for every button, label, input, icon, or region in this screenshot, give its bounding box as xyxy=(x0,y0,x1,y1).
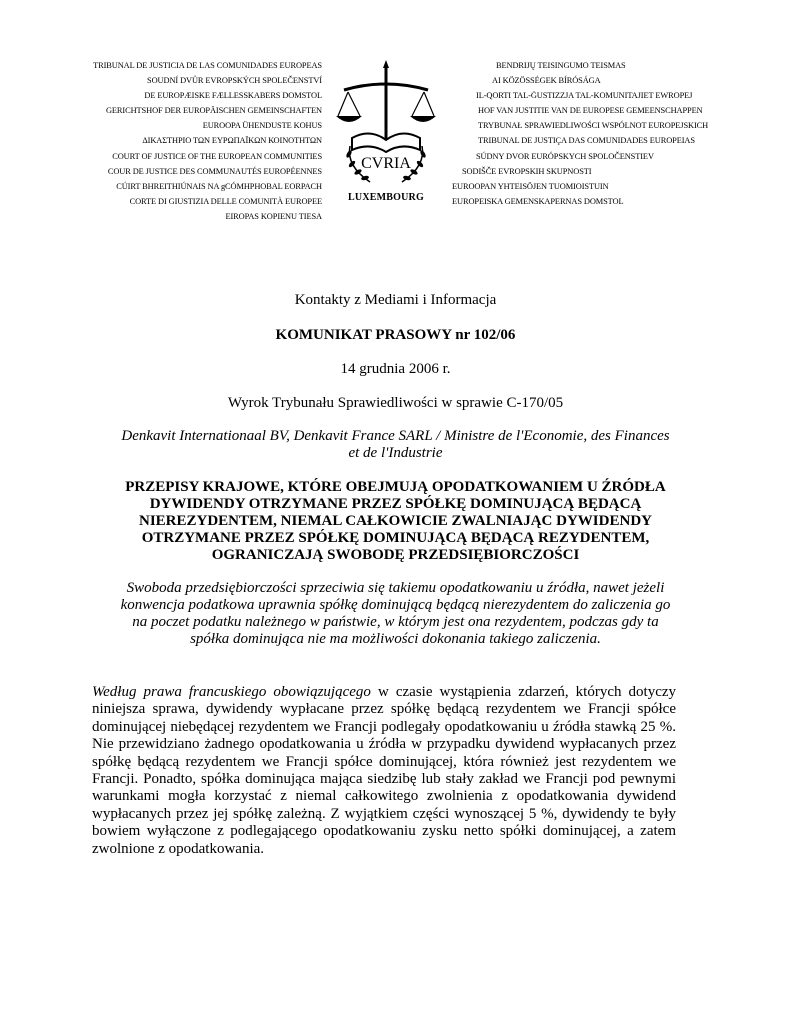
press-release-title: KOMUNIKAT PRASOWY nr 102/06 xyxy=(275,327,516,343)
press-release-date: 14 grudnia 2006 r. xyxy=(340,361,451,377)
court-name: GERICHTSHOF DER EUROPÄISCHEN GEMEINSCHAFTEN xyxy=(105,106,322,116)
court-name: DE EUROPÆISKE FÆLLESSKABERS DOMSTOL xyxy=(144,91,322,101)
summary-line: Swoboda przedsiębiorczości sprzeciwia się takiemu opodatkowaniu u źródła, nawet jeżeli xyxy=(126,580,665,596)
court-names-right xyxy=(452,58,782,209)
court-name: SODIŠČE EVROPSKIH SKUPNOSTI xyxy=(462,166,592,176)
court-name: ΔΙΚΑΣΤΗΡΙΟ ΤΩΝ ΕΥΡΩΠΑΪΚΩΝ ΚΟΙΝΟΤΗΤΩΝ xyxy=(142,136,322,146)
parties-line: et de l'Industrie xyxy=(348,445,443,461)
court-emblem xyxy=(330,58,442,208)
summary xyxy=(90,580,701,648)
court-name: HOF VAN JUSTITIE VAN DE EUROPESE GEMEENSCHAPPEN xyxy=(478,106,703,116)
summary-line: spółka dominująca nie ma możliwości dokonania takiego zaliczenia. xyxy=(190,631,601,647)
judgment-reference: Wyrok Trybunału Sprawiedliwości w sprawie C-170/05 xyxy=(227,395,564,411)
court-name: SOUDNÍ DVŮR EVROPSKÝCH SPOLEČENSTVÍ xyxy=(147,76,322,86)
headline-line: OGRANICZAJĄ SWOBODĘ PRZEDSIĘBIORCZOŚCI xyxy=(211,547,580,563)
headline xyxy=(90,479,701,564)
headline-line: PRZEPISY KRAJOWE, KTÓRE OBEJMUJĄ OPODATKOWANIEM U ŹRÓDŁA xyxy=(125,479,666,495)
emblem-text: CVRIA xyxy=(361,155,411,172)
court-name: EIROPAS KOPIENU TIESA xyxy=(225,211,322,221)
court-name: EUROOPA ÜHENDUSTE KOHUS xyxy=(202,121,322,131)
court-name: TRIBUNAL DE JUSTICIA DE LAS COMUNIDADES EUROPEAS xyxy=(93,61,322,70)
court-name: COUR DE JUSTICE DES COMMUNAUTÉS EUROPÉENNES xyxy=(107,166,322,176)
court-name: COURT OF JUSTICE OF THE EUROPEAN COMMUNITIES xyxy=(112,151,322,161)
court-name: TRIBUNAL DE JUSTIÇA DAS COMUNIDADES EUROPEIAS xyxy=(478,136,695,146)
body-paragraph xyxy=(92,684,676,858)
case-parties xyxy=(90,428,701,462)
court-name: AI KÖZÖSSÉGEK BÍRÓSÁGA xyxy=(492,76,601,86)
court-name: EUROPEISKA GEMENSKAPERNAS DOMSTOL xyxy=(452,196,624,206)
body-rest: w czasie wystąpienia zdarzeń, których dotyczy niniejsza sprawa, dywidendy wypłacane przez spółkę będącą rezydentem we Francji spółce dominującej niebędącej rezydentem we Francji podlegały opodatkowaniu u źródła stawką 25 %. Nie przewidziano żadnego opodatkowania u źródła w przypadku dywidend wypłacanych przez spółkę będącą rezydentem we Francji spółce dominującej, która również jest rezydentem we Francji. Ponadto, spółka dominująca mająca siedzibę lub stały zakład we Francji pod pewnymi warunkami mogła korzystać z niemal całkowitego zwolnienia z opodatkowania dywidend wypłacanych przez jej spółkę zależną. Z wyjątkiem części wynoszącej 5 %, dywidendy te były bowiem wyłączone z podlegającego opodatkowaniu zysku netto spółki dominującej, a zatem zwolnione z opodatkowania. xyxy=(92,684,677,857)
summary-line: konwencja podatkowa uprawnia spółkę dominującą będącą nierezydentem do zaliczenia go xyxy=(120,597,671,613)
court-name: CÚIRT BHREITHIÚNAIS NA gCÓMHPHOBAL EORPACH xyxy=(116,181,322,191)
court-name: TRYBUNAŁ SPRAWIEDLIWOŚCI WSPÓLNOT EUROPEJSKICH xyxy=(478,121,709,131)
press-subtitle: Kontakty z Mediami i Informacja xyxy=(294,292,497,308)
body-lead: Według prawa francuskiego obowiązującego xyxy=(92,684,371,700)
court-name: IL-QORTI TAL-ĠUSTIZZJA TAL-KOMUNITAJIET EWROPEJ xyxy=(476,91,693,101)
summary-line: na poczet podatku należnego w państwie, w którym jest ona rezydentem, podczas gdy ta xyxy=(132,614,659,630)
headline-line: OTRZYMANE PRZEZ SPÓŁKĘ DOMINUJĄCĄ BĘDĄCĄ REZYDENTEM, xyxy=(141,530,650,546)
court-name: BENDRIJŲ TEISINGUMO TEISMAS xyxy=(496,61,626,70)
emblem-city: LUXEMBOURG xyxy=(348,192,424,203)
court-name: SÚDNY DVOR EURÓPSKYCH SPOLOČENSTIEV xyxy=(476,151,654,161)
court-name: CORTE DI GIUSTIZIA DELLE COMUNITÀ EUROPEE xyxy=(129,196,322,206)
headline-line: DYWIDENDY OTRZYMANE PRZEZ SPÓŁKĘ DOMINUJĄCĄ BĘDĄCĄ xyxy=(149,496,642,512)
scales-of-justice-icon xyxy=(330,58,442,190)
court-names-left xyxy=(0,58,322,224)
headline-line: NIEREZYDENTEM, NIEMAL CAŁKOWICIE ZWALNIAJĄC DYWIDENDY xyxy=(139,513,652,529)
parties-line: Denkavit Internationaal BV, Denkavit France SARL / Ministre de l'Economie, des Finances xyxy=(121,428,670,444)
court-name: EUROOPAN YHTEISÖJEN TUOMIOISTUIN xyxy=(452,181,609,191)
